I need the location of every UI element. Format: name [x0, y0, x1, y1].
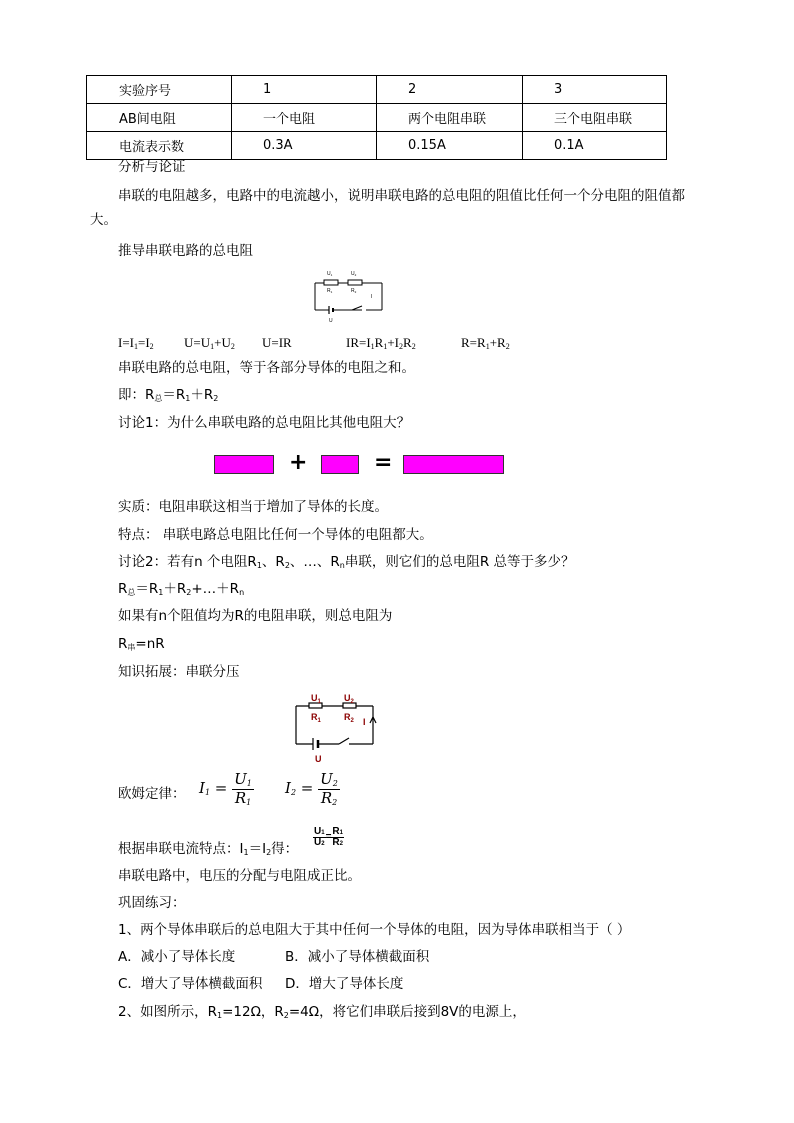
practice-heading: 巩固练习：	[118, 895, 186, 911]
table-cell: 0.15A	[377, 132, 523, 160]
discussion-2: 讨论2：若有n 个电阻$R_1$、$R_2$、…、$R_n$串联，则它们的总电阻R 总等于多少？	[118, 554, 575, 570]
label-u2: $U_2$	[351, 271, 357, 277]
table-cell: 2	[377, 76, 523, 104]
table-cell: 1	[232, 76, 377, 104]
nr-formula: $R_串=nR$	[118, 636, 165, 652]
discussion-1: 讨论1：为什么串联电路的总电阻比其他电阻大？	[118, 415, 411, 431]
formula-current: $I=I_1=I_2$	[118, 335, 154, 351]
label-r2: $R_2$	[351, 288, 357, 294]
label-r1: $R_1$	[311, 712, 321, 724]
table-row	[87, 104, 667, 132]
table-cell: 0.1A	[523, 132, 667, 160]
formula-ir: $IR=I_1R_1+I_2R_2$	[346, 335, 416, 351]
series-circuit-diagram-small	[312, 266, 384, 324]
table-cell: 三个电阻串联	[523, 104, 667, 132]
q1-option-b: B．减小了导体横截面积	[285, 949, 430, 965]
label-u1: $U_1$	[327, 271, 333, 277]
total-resistance-text: 串联电路的总电阻，等于各部分导体的电阻之和。	[118, 360, 415, 376]
series-circuit-diagram	[293, 690, 377, 766]
extension-heading: 知识拓展：串联分压	[118, 664, 240, 680]
ohm-label: 欧姆定律：	[118, 786, 186, 802]
formula-voltage: $U=U_1+U_2$	[184, 335, 235, 351]
table-cell: 0.3A	[232, 132, 377, 160]
question-1: 1、两个导体串联后的总电阻大于其中任何一个导体的电阻，因为导体串联相当于（ ）	[118, 922, 631, 938]
equal-case-text: 如果有n个阻值均为R的电阻串联，则总电阻为	[118, 608, 393, 624]
equals-sign: =	[374, 450, 393, 475]
analysis-line-1: 串联的电阻越多，电路中的电流越小，说明串联电路的总电阻的阻值比任何一个分电阻的阻值都	[118, 188, 685, 204]
table-cell: 3	[523, 76, 667, 104]
resistor-bar-2	[321, 455, 359, 474]
q1-option-d: D．增大了导体长度	[285, 976, 404, 992]
q1-option-a: A．减小了导体长度	[118, 949, 236, 965]
question-2: 2、如图所示，$R_1=12\Omega$，$R_2=4\Omega$，将它们串联后接到8V的电源上，	[118, 1004, 526, 1020]
analysis-line-2: 大。	[90, 212, 117, 228]
sum-formula: $R_总=R_1+R_2+\dots+R_n$	[118, 581, 245, 597]
label-u2: $U_2$	[344, 693, 354, 705]
experiment-table	[86, 75, 667, 160]
resistor-bar-combined	[403, 455, 504, 474]
formula-resistance: $R=R_1+R_2$	[461, 335, 510, 351]
formula-ohm: U=IR	[262, 335, 292, 350]
analysis-heading: 分析与论证	[118, 159, 186, 175]
label-r1: $R_1$	[327, 288, 333, 294]
table-cell: 实验序号	[87, 76, 232, 104]
ji-formula: 即：$R_总=R_1+R_2$	[118, 387, 219, 403]
table-cell: 一个电阻	[232, 104, 377, 132]
table-cell: 两个电阻串联	[377, 104, 523, 132]
table-row	[87, 76, 667, 104]
label-i: I	[371, 294, 373, 300]
q1-option-c: C．增大了导体横截面积	[118, 976, 263, 992]
table-cell: 电流表示数	[87, 132, 232, 160]
ohm-formula-2: $I_2$ = $\frac{U_2}{R_2}$	[285, 770, 338, 807]
proportional-text: 串联电路中，电压的分配与电阻成正比。	[118, 868, 361, 884]
label-u1: $U_1$	[311, 693, 321, 705]
derive-heading: 推导串联电路的总电阻	[118, 243, 253, 259]
table-cell: AB间电阻	[87, 104, 232, 132]
voltage-ratio: $\frac{U1}{U2}$ = $\frac{R1}{R2}$	[314, 826, 343, 848]
label-u: U	[329, 318, 333, 324]
ohm-formula-1: $I_1$ = $\frac{U_1}{R_1}$	[199, 770, 252, 807]
essence-text: 实质：电阻串联这相当于增加了导体的长度。	[118, 499, 388, 515]
label-u: U	[315, 754, 322, 764]
label-i: I	[363, 717, 366, 727]
plus-sign: +	[289, 450, 308, 475]
feature-text: 特点： 串联电路总电阻比任何一个导体的电阻都大。	[118, 527, 433, 543]
label-r2: $R_2$	[344, 712, 354, 724]
table-row	[87, 132, 667, 160]
resistor-bar-1	[214, 455, 274, 474]
series-current-text: 根据串联电流特点：$I_1=I_2$得：	[118, 841, 299, 857]
